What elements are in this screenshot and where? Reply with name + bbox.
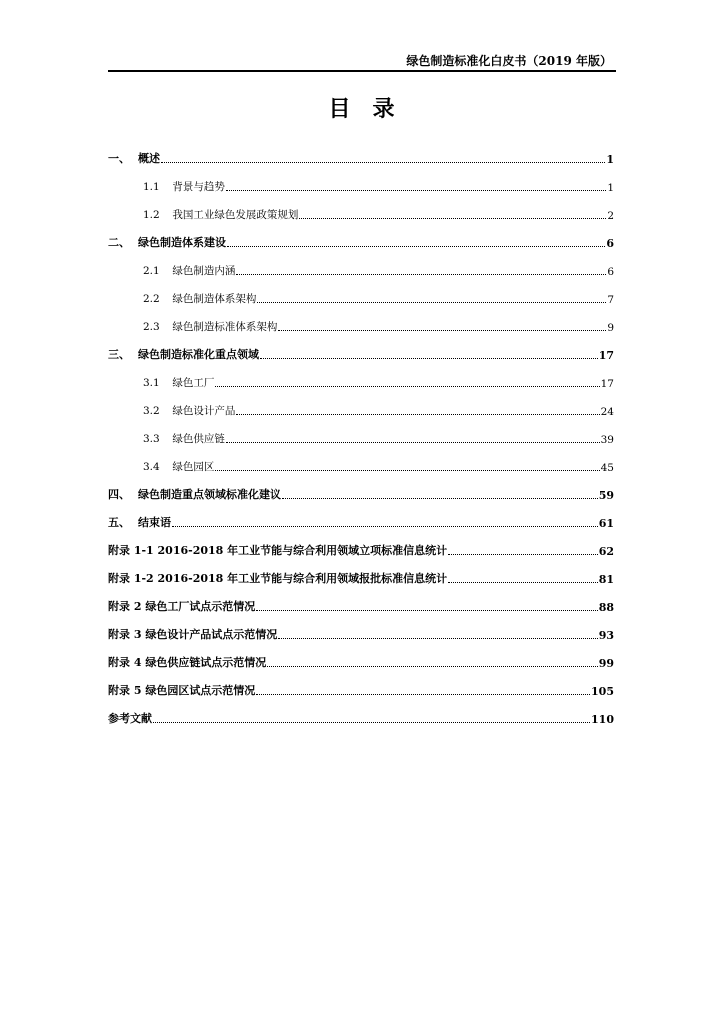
- toc-entry-text: 背景与趋势: [172, 181, 225, 193]
- toc-entry[interactable]: [108, 570, 614, 586]
- toc-page-number: 45: [600, 462, 614, 474]
- toc-page-number: 61: [598, 517, 614, 530]
- toc-entry[interactable]: [108, 178, 614, 194]
- toc-entry[interactable]: [108, 514, 614, 530]
- toc-entry[interactable]: [108, 598, 614, 614]
- toc-entry-text: 绿色工厂: [172, 377, 215, 389]
- table-of-contents: [108, 150, 614, 750]
- toc-entry-text: 绿色制造内涵: [172, 265, 236, 277]
- toc-entry-text: 附录 1-1 2016-2018 年工业节能与综合利用领域立项标准信息统计: [108, 544, 448, 557]
- toc-entry-text: 结束语: [138, 516, 171, 529]
- toc-entry[interactable]: [108, 654, 614, 670]
- toc-entry-label: [143, 319, 277, 334]
- toc-entry-number: 3.4: [143, 461, 160, 473]
- toc-entry-number: 四、: [108, 488, 130, 501]
- toc-page-number: 110: [591, 713, 614, 726]
- toc-entry-label: [143, 375, 214, 390]
- toc-dot-leader: [299, 217, 606, 219]
- toc-dot-leader: [260, 357, 598, 359]
- toc-entry-text: 附录 2 绿色工厂试点示范情况: [108, 600, 256, 613]
- header-title: 绿色制造标准化白皮书（2019 年版）: [406, 54, 612, 68]
- toc-entry-number: 3.2: [143, 405, 160, 417]
- toc-entry[interactable]: [108, 346, 614, 362]
- toc-entry-label: [108, 598, 255, 614]
- toc-dot-leader: [172, 525, 598, 527]
- toc-dot-leader: [282, 497, 598, 499]
- toc-entry[interactable]: [108, 234, 614, 250]
- toc-entry-text: 绿色制造重点领域标准化建议: [138, 488, 281, 501]
- toc-page-number: 1: [606, 153, 614, 166]
- toc-entry-text: 附录 5 绿色园区试点示范情况: [108, 684, 256, 697]
- toc-entry-number: 1.1: [143, 181, 160, 193]
- toc-dot-leader: [256, 693, 590, 695]
- toc-dot-leader: [257, 301, 606, 303]
- toc-entry-text: 附录 4 绿色供应链试点示范情况: [108, 656, 267, 669]
- toc-dot-leader: [215, 385, 599, 387]
- toc-dot-leader: [236, 413, 599, 415]
- toc-dot-leader: [215, 469, 599, 471]
- toc-entry-label: [108, 626, 277, 642]
- toc-dot-leader: [448, 553, 598, 555]
- toc-entry-label: [143, 431, 225, 446]
- toc-entry-text: 绿色制造标准化重点领域: [138, 348, 259, 361]
- toc-entry[interactable]: [108, 486, 614, 502]
- toc-entry[interactable]: [108, 262, 614, 278]
- toc-entry-text: 绿色园区: [172, 461, 215, 473]
- toc-entry[interactable]: [108, 458, 614, 474]
- toc-entry[interactable]: [108, 374, 614, 390]
- running-header: [108, 50, 616, 72]
- toc-page-number: 9: [607, 322, 614, 334]
- toc-entry[interactable]: [108, 150, 614, 166]
- toc-entry[interactable]: [108, 206, 614, 222]
- toc-page-number: 6: [606, 237, 614, 250]
- toc-page-number: 99: [598, 657, 614, 670]
- toc-entry-label: [143, 291, 256, 306]
- toc-entry-label: [108, 234, 226, 250]
- toc-entry-text: 绿色制造体系架构: [172, 293, 257, 305]
- toc-entry-text: 附录 3 绿色设计产品试点示范情况: [108, 628, 278, 641]
- toc-entry-label: [108, 514, 171, 530]
- toc-entry-label: [108, 346, 259, 362]
- toc-dot-leader: [161, 161, 605, 163]
- toc-dot-leader: [267, 665, 597, 667]
- toc-page-number: 6: [607, 266, 614, 278]
- page-title: 目录: [328, 96, 417, 122]
- toc-page-number: 7: [607, 294, 614, 306]
- toc-entry-label: [143, 263, 235, 278]
- toc-entry-number: 2.2: [143, 293, 160, 305]
- toc-dot-leader: [448, 581, 598, 583]
- toc-page-number: 24: [600, 406, 614, 418]
- toc-dot-leader: [153, 721, 590, 723]
- toc-dot-leader: [236, 273, 606, 275]
- toc-entry-text: 参考文献: [108, 712, 152, 725]
- toc-entry-label: [108, 682, 255, 698]
- toc-dot-leader: [226, 441, 600, 443]
- toc-entry-label: [108, 710, 152, 726]
- toc-dot-leader: [278, 329, 606, 331]
- toc-entry-number: 2.3: [143, 321, 160, 333]
- toc-entry-label: [108, 542, 447, 558]
- toc-entry[interactable]: [108, 682, 614, 698]
- toc-entry-number: 3.3: [143, 433, 160, 445]
- toc-entry-text: 概述: [138, 152, 160, 165]
- toc-entry-number: 二、: [108, 236, 130, 249]
- toc-entry-text: 绿色设计产品: [172, 405, 236, 417]
- toc-dot-leader: [226, 189, 606, 191]
- toc-entry-number: 3.1: [143, 377, 160, 389]
- toc-entry[interactable]: [108, 402, 614, 418]
- toc-entry-number: 三、: [108, 348, 130, 361]
- toc-entry[interactable]: [108, 318, 614, 334]
- toc-entry[interactable]: [108, 430, 614, 446]
- toc-page-number: 17: [600, 378, 614, 390]
- toc-entry-label: [143, 459, 214, 474]
- toc-dot-leader: [256, 609, 597, 611]
- toc-dot-leader: [278, 637, 597, 639]
- toc-entry-number: 1.2: [143, 209, 160, 221]
- toc-entry-text: 绿色制造标准体系架构: [172, 321, 278, 333]
- toc-entry-label: [108, 654, 266, 670]
- toc-entry-text: 绿色供应链: [172, 433, 225, 445]
- toc-entry-number: 一、: [108, 152, 130, 165]
- toc-entry-text: 附录 1-2 2016-2018 年工业节能与综合利用领域报批标准信息统计: [108, 572, 448, 585]
- toc-entry-text: 我国工业绿色发展政策规划: [172, 209, 299, 221]
- toc-page-number: 1: [607, 182, 614, 194]
- toc-entry-label: [108, 570, 447, 586]
- toc-page-number: 81: [598, 573, 614, 586]
- toc-entry[interactable]: [108, 626, 614, 642]
- toc-page-number: 59: [598, 489, 614, 502]
- toc-page-number: 62: [598, 545, 614, 558]
- toc-page-number: 105: [591, 685, 614, 698]
- toc-entry-text: 绿色制造体系建设: [138, 236, 226, 249]
- toc-entry-label: [143, 207, 298, 222]
- toc-entry[interactable]: [108, 542, 614, 558]
- toc-page-number: 2: [607, 210, 614, 222]
- toc-page-number: 17: [598, 349, 614, 362]
- toc-entry-label: [108, 486, 281, 502]
- toc-page-number: 88: [598, 601, 614, 614]
- toc-entry-number: 五、: [108, 516, 130, 529]
- toc-entry-number: 2.1: [143, 265, 160, 277]
- toc-dot-leader: [227, 245, 605, 247]
- toc-entry-label: [108, 150, 160, 166]
- toc-entry[interactable]: [108, 290, 614, 306]
- toc-entry[interactable]: [108, 710, 614, 726]
- toc-entry-label: [143, 403, 235, 418]
- toc-page-number: 93: [598, 629, 614, 642]
- toc-entry-label: [143, 179, 225, 194]
- toc-page-number: 39: [600, 434, 614, 446]
